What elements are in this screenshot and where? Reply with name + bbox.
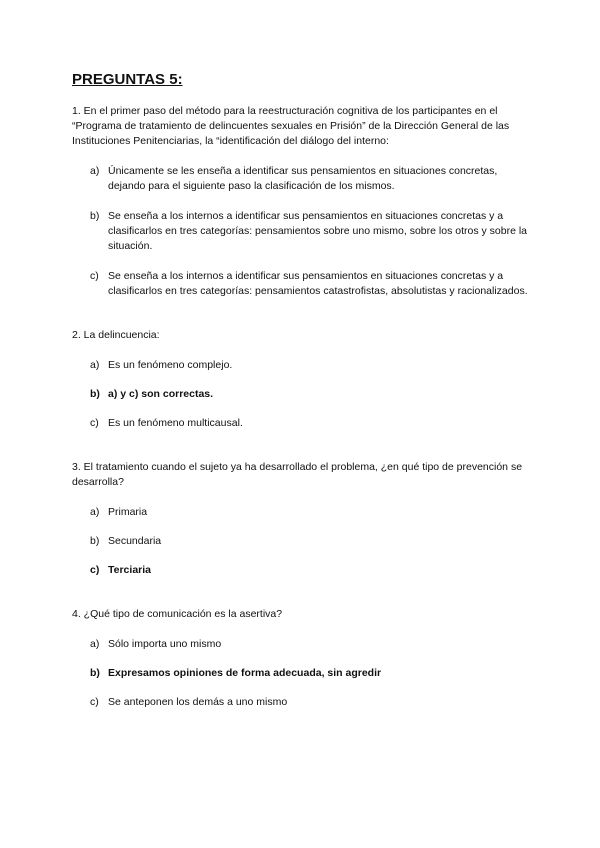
option-a [72,164,532,194]
option-text: Únicamente se les enseña a identificar sus pensamientos en situaciones concretas, dejando para el siguiente paso la clasificación de los mismos. [108,165,498,192]
option-text: Primaria [108,506,148,518]
option-text: Sólo importa uno mismo [108,638,222,650]
option-c-correct [72,563,532,578]
option-letter: c) [90,270,99,282]
spacer [72,520,532,534]
option-letter: a) [90,506,100,518]
spacer [72,652,532,666]
question-text: 2. La delincuencia: [72,329,160,341]
option-a [72,505,532,520]
option-text: Es un fenómeno complejo. [108,359,233,371]
option-text: Se enseña a los internos a identificar sus pensamientos en situaciones concretas y a clasificarlos en tres categorías: pensamientos sobre uno mismo, sobre los otros y sobre la situación. [108,210,528,252]
options-list [72,358,532,431]
option-letter: b) [90,667,100,679]
spacer [72,194,532,209]
question-text: 1. En el primer paso del método para la reestructuración cognitiva de los participantes en el “Programa de tratamiento de delincuentes sexuales en Prisión” de la Dirección General de las Instituciones Penitenciarias, la “identificación del diálogo del interno: [72,105,510,147]
spacer [72,681,532,695]
spacer [72,549,532,563]
option-letter: b) [90,535,100,547]
option-b [72,534,532,549]
option-c [72,695,532,710]
option-text: Secundaria [108,535,162,547]
option-text: a) y c) son correctas. [108,388,214,400]
option-text: Terciaria [108,564,151,576]
option-letter: b) [90,210,100,222]
option-letter: a) [90,165,100,177]
option-b-correct [72,387,532,402]
question-2 [72,328,532,431]
spacer [72,373,532,387]
question-3 [72,460,532,578]
option-letter: c) [90,696,99,708]
spacer [72,402,532,416]
question-1 [72,104,532,299]
options-list [72,637,532,710]
question-text: 3. El tratamiento cuando el sujeto ya ha desarrollado el problema, ¿en qué tipo de prevención se desarrolla? [72,461,523,488]
question-text: 4. ¿Qué tipo de comunicación es la asertiva? [72,608,283,620]
option-text: Se anteponen los demás a uno mismo [108,696,288,708]
option-b-correct [72,666,532,681]
options-list [72,164,532,299]
option-b [72,209,532,254]
document-page [72,70,532,710]
question-4 [72,607,532,710]
option-a [72,358,532,373]
option-letter: a) [90,638,100,650]
page-title: PREGUNTAS 5: [72,71,183,88]
option-a [72,637,532,652]
option-letter: c) [90,417,99,429]
option-text: Es un fenómeno multicausal. [108,417,243,429]
spacer [72,254,532,269]
option-letter: b) [90,388,100,400]
option-text: Se enseña a los internos a identificar sus pensamientos en situaciones concretas y a clasificarlos en tres categorías: pensamientos catastrofistas, absolutistas y racionalizados. [108,270,528,297]
option-text: Expresamos opiniones de forma adecuada, sin agredir [108,667,382,679]
option-letter: c) [90,564,100,576]
option-c [72,269,532,299]
option-c [72,416,532,431]
option-letter: a) [90,359,100,371]
options-list [72,505,532,578]
